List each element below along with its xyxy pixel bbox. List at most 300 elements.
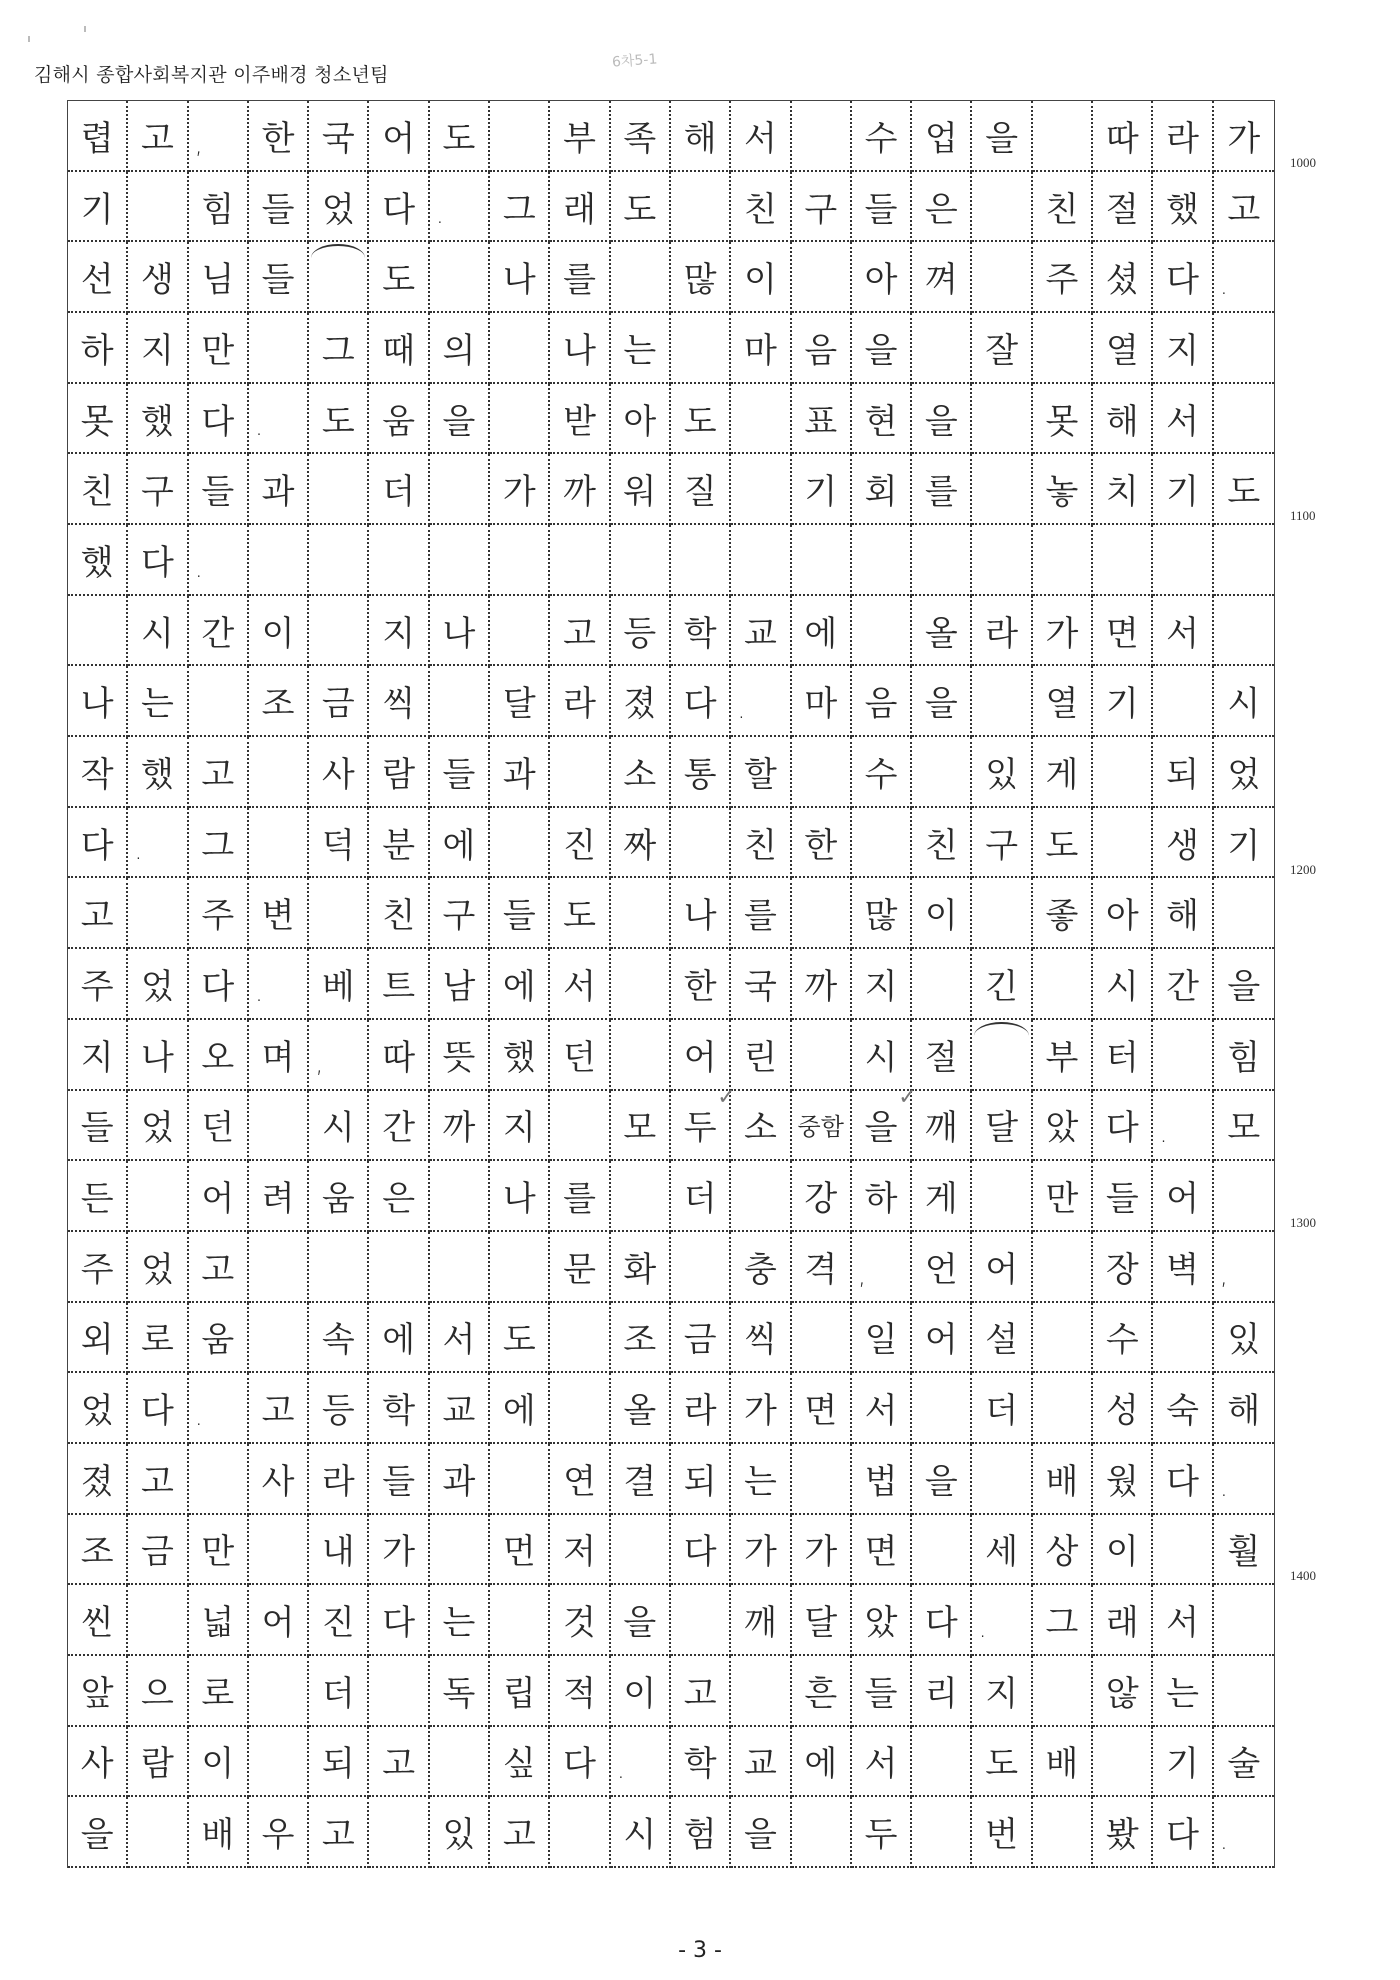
manuscript-cell: 가 — [1033, 596, 1093, 667]
scan-mark — [28, 36, 30, 42]
manuscript-cell: 조 — [68, 1515, 128, 1586]
manuscript-cell — [671, 808, 731, 879]
manuscript-cell: 고 — [189, 1232, 249, 1303]
manuscript-cell: . — [1214, 1797, 1274, 1868]
manuscript-cell: 립 — [490, 1656, 550, 1727]
manuscript-cell: 들 — [852, 1656, 912, 1727]
manuscript-cell: 람 — [128, 1727, 188, 1798]
manuscript-cell — [1153, 1515, 1213, 1586]
manuscript-cell: 로 — [128, 1303, 188, 1374]
manuscript-cell: 들 — [189, 454, 249, 525]
manuscript-cell: 마 — [792, 666, 852, 737]
manuscript-cell — [68, 596, 128, 667]
manuscript-cell — [611, 1161, 671, 1232]
manuscript-cell: 더 — [671, 1161, 731, 1232]
manuscript-cell: 었 — [128, 1232, 188, 1303]
manuscript-cell — [1214, 384, 1274, 455]
manuscript-cell — [430, 1515, 490, 1586]
manuscript-cell: 에 — [430, 808, 490, 879]
manuscript-cell — [550, 1373, 610, 1444]
manuscript-cell: 봤 — [1093, 1797, 1153, 1868]
manuscript-cell — [1033, 1303, 1093, 1374]
manuscript-cell: 이 — [249, 596, 309, 667]
line-count-marker: 1000 — [1290, 155, 1316, 170]
manuscript-cell — [309, 525, 369, 596]
manuscript-cell — [912, 949, 972, 1020]
manuscript-cell: 연 — [550, 1444, 610, 1515]
manuscript-cell: . — [1214, 242, 1274, 313]
manuscript-cell: 과 — [490, 737, 550, 808]
manuscript-cell — [490, 525, 550, 596]
manuscript-cell — [912, 1727, 972, 1798]
manuscript-cell: 도 — [611, 172, 671, 243]
manuscript-cell: 되 — [1153, 737, 1213, 808]
manuscript-sheet — [67, 100, 1275, 1868]
manuscript-cell: 절 — [1093, 172, 1153, 243]
manuscript-cell: 더 — [309, 1656, 369, 1727]
manuscript-cell: . — [189, 1373, 249, 1444]
manuscript-cell: 고 — [68, 878, 128, 949]
manuscript-cell: 으 — [128, 1656, 188, 1727]
manuscript-cell: 분 — [369, 808, 429, 879]
manuscript-cell: . — [972, 1585, 1032, 1656]
manuscript-cell: 던 — [189, 1091, 249, 1162]
manuscript-cell: 지 — [128, 313, 188, 384]
manuscript-cell: 든 — [68, 1161, 128, 1232]
manuscript-cell: 표 — [792, 384, 852, 455]
manuscript-cell: 두 — [852, 1797, 912, 1868]
manuscript-cell — [249, 313, 309, 384]
manuscript-cell: 작 — [68, 737, 128, 808]
check-mark-icon: ✓ — [717, 1084, 736, 1110]
manuscript-cell: 속 — [309, 1303, 369, 1374]
manuscript-cell: 마 — [731, 313, 791, 384]
manuscript-cell: 도 — [430, 101, 490, 172]
manuscript-cell: 고 — [189, 737, 249, 808]
manuscript-cell: 기 — [68, 172, 128, 243]
manuscript-cell — [1093, 737, 1153, 808]
manuscript-cell: 을 — [972, 101, 1032, 172]
manuscript-cell — [128, 1585, 188, 1656]
manuscript-cell — [1093, 1727, 1153, 1798]
manuscript-cell: 만 — [189, 1515, 249, 1586]
manuscript-cell — [912, 1515, 972, 1586]
manuscript-cell — [249, 737, 309, 808]
manuscript-cell — [430, 242, 490, 313]
manuscript-cell: 는 — [128, 666, 188, 737]
manuscript-cell: 했 — [128, 384, 188, 455]
manuscript-cell — [550, 1797, 610, 1868]
manuscript-cell: 해 — [1214, 1373, 1274, 1444]
manuscript-cell: 에 — [490, 949, 550, 1020]
manuscript-cell: 수 — [852, 101, 912, 172]
manuscript-cell — [490, 384, 550, 455]
manuscript-cell: 교 — [731, 596, 791, 667]
manuscript-cell: 씩 — [731, 1303, 791, 1374]
manuscript-cell: 은 — [369, 1161, 429, 1232]
manuscript-cell: 만 — [1033, 1161, 1093, 1232]
manuscript-cell: . — [249, 384, 309, 455]
manuscript-cell: 수 — [852, 737, 912, 808]
manuscript-cell: 는 — [1153, 1656, 1213, 1727]
manuscript-cell: 다 — [1153, 1797, 1213, 1868]
manuscript-cell: 도 — [671, 384, 731, 455]
manuscript-cell — [671, 172, 731, 243]
manuscript-cell: 구 — [972, 808, 1032, 879]
manuscript-cell: 래 — [550, 172, 610, 243]
manuscript-cell: . — [128, 808, 188, 879]
manuscript-cell — [430, 1161, 490, 1232]
manuscript-cell — [1033, 313, 1093, 384]
manuscript-cell: 도 — [550, 878, 610, 949]
manuscript-cell: 어 — [189, 1161, 249, 1232]
manuscript-cell: 도 — [1214, 454, 1274, 525]
manuscript-cell: 다 — [1153, 1444, 1213, 1515]
manuscript-cell: 다 — [671, 666, 731, 737]
manuscript-cell — [430, 1232, 490, 1303]
manuscript-cell — [611, 1020, 671, 1091]
manuscript-cell — [249, 1091, 309, 1162]
manuscript-cell — [309, 1232, 369, 1303]
manuscript-cell: 상 — [1033, 1515, 1093, 1586]
manuscript-cell: 학 — [369, 1373, 429, 1444]
manuscript-cell: 움 — [309, 1161, 369, 1232]
manuscript-cell — [792, 242, 852, 313]
manuscript-cell: 도 — [972, 1727, 1032, 1798]
manuscript-cell: 기 — [1153, 454, 1213, 525]
manuscript-cell: 을 — [852, 313, 912, 384]
manuscript-cell: 화 — [611, 1232, 671, 1303]
manuscript-cell — [972, 172, 1032, 243]
manuscript-cell: 라 — [972, 596, 1032, 667]
manuscript-cell: 변 — [249, 878, 309, 949]
manuscript-cell: 을 — [1214, 949, 1274, 1020]
manuscript-cell: 선 — [68, 242, 128, 313]
manuscript-cell: 가 — [731, 1515, 791, 1586]
manuscript-cell: 해 — [1093, 384, 1153, 455]
manuscript-cell: 고 — [128, 101, 188, 172]
manuscript-cell: 들 — [249, 242, 309, 313]
manuscript-cell: 움 — [369, 384, 429, 455]
manuscript-cell — [912, 1373, 972, 1444]
manuscript-cell: 까 — [550, 454, 610, 525]
manuscript-cell: 친 — [912, 808, 972, 879]
manuscript-cell: 되 — [309, 1727, 369, 1798]
manuscript-cell: , — [1214, 1232, 1274, 1303]
manuscript-cell — [1214, 1161, 1274, 1232]
manuscript-cell: 껴 — [912, 242, 972, 313]
manuscript-cell: 나 — [490, 242, 550, 313]
manuscript-cell: 주 — [68, 949, 128, 1020]
manuscript-cell: 장 — [1093, 1232, 1153, 1303]
manuscript-cell: 구 — [128, 454, 188, 525]
manuscript-cell: 있 — [1214, 1303, 1274, 1374]
manuscript-cell: 었 — [128, 949, 188, 1020]
manuscript-cell: 는 — [611, 313, 671, 384]
line-count-marker: 1100 — [1290, 508, 1316, 523]
manuscript-cell: 고 — [490, 1797, 550, 1868]
manuscript-cell: 외 — [68, 1303, 128, 1374]
manuscript-cell: 서 — [852, 1727, 912, 1798]
manuscript-cell: 올 — [912, 596, 972, 667]
manuscript-cell: 통 — [671, 737, 731, 808]
manuscript-cell: 를 — [912, 454, 972, 525]
manuscript-cell: 친 — [731, 808, 791, 879]
manuscript-cell: 싶 — [490, 1727, 550, 1798]
manuscript-cell: 고 — [309, 1797, 369, 1868]
manuscript-cell: 한 — [671, 949, 731, 1020]
manuscript-cell — [1033, 1797, 1093, 1868]
manuscript-cell: 라 — [671, 1373, 731, 1444]
space-removal-mark — [974, 1022, 1028, 1050]
manuscript-cell — [369, 1232, 429, 1303]
manuscript-cell: 남 — [430, 949, 490, 1020]
manuscript-cell: . — [430, 172, 490, 243]
manuscript-cell: 들 — [369, 1444, 429, 1515]
manuscript-cell: 서 — [1153, 1585, 1213, 1656]
manuscript-cell: 설 — [972, 1303, 1032, 1374]
manuscript-cell: 에 — [792, 596, 852, 667]
manuscript-cell — [1214, 525, 1274, 596]
manuscript-cell: 에 — [490, 1373, 550, 1444]
manuscript-cell — [249, 1232, 309, 1303]
manuscript-cell: 소 ✓ — [731, 1091, 791, 1162]
manuscript-cell: 짜 — [611, 808, 671, 879]
manuscript-cell: . — [611, 1727, 671, 1798]
manuscript-cell: 간 — [189, 596, 249, 667]
manuscript-cell: 않 — [1093, 1656, 1153, 1727]
manuscript-cell: 올 — [611, 1373, 671, 1444]
manuscript-cell: 을 — [611, 1585, 671, 1656]
manuscript-cell — [430, 454, 490, 525]
manuscript-cell — [490, 1585, 550, 1656]
manuscript-cell — [128, 878, 188, 949]
manuscript-cell: 해 — [1153, 878, 1213, 949]
manuscript-cell: 를 — [550, 1161, 610, 1232]
manuscript-cell: 되 — [671, 1444, 731, 1515]
manuscript-cell: 달 — [972, 1091, 1032, 1162]
manuscript-cell: 베 — [309, 949, 369, 1020]
manuscript-cell: 등 — [611, 596, 671, 667]
manuscript-cell: 들 — [249, 172, 309, 243]
manuscript-cell — [189, 666, 249, 737]
manuscript-cell — [1153, 1020, 1213, 1091]
manuscript-cell: 들 — [852, 172, 912, 243]
manuscript-cell: 시 — [1214, 666, 1274, 737]
manuscript-cell — [1214, 596, 1274, 667]
line-count-marker: 1200 — [1290, 862, 1316, 877]
manuscript-cell: 교 — [430, 1373, 490, 1444]
manuscript-cell: . — [731, 666, 791, 737]
manuscript-cell: 했 — [68, 525, 128, 596]
manuscript-cell: 었 — [128, 1091, 188, 1162]
manuscript-cell — [972, 242, 1032, 313]
manuscript-cell: 사 — [249, 1444, 309, 1515]
manuscript-cell: 졌 — [611, 666, 671, 737]
manuscript-cell: . — [189, 525, 249, 596]
manuscript-cell: 숙 — [1153, 1373, 1213, 1444]
manuscript-cell: 따 — [1093, 101, 1153, 172]
manuscript-cell: 들 — [68, 1091, 128, 1162]
manuscript-cell: 웠 — [1093, 1444, 1153, 1515]
manuscript-cell: 오 — [189, 1020, 249, 1091]
manuscript-cell: 서 — [1153, 596, 1213, 667]
manuscript-cell: 음 — [792, 313, 852, 384]
manuscript-cell: 부 — [1033, 1020, 1093, 1091]
manuscript-cell — [490, 808, 550, 879]
manuscript-grid — [68, 101, 1274, 1868]
manuscript-cell — [369, 525, 429, 596]
manuscript-cell: 놓 — [1033, 454, 1093, 525]
manuscript-cell — [1033, 1656, 1093, 1727]
manuscript-cell: . — [249, 949, 309, 1020]
manuscript-cell: 가 — [731, 1373, 791, 1444]
manuscript-cell — [249, 808, 309, 879]
manuscript-cell — [731, 1161, 791, 1232]
manuscript-cell — [1033, 525, 1093, 596]
manuscript-cell: 치 — [1093, 454, 1153, 525]
manuscript-cell: 면 — [852, 1515, 912, 1586]
manuscript-cell — [731, 454, 791, 525]
manuscript-cell: 질 — [671, 454, 731, 525]
manuscript-cell: 게 — [1033, 737, 1093, 808]
manuscript-cell: 뜻 — [430, 1020, 490, 1091]
manuscript-cell — [731, 384, 791, 455]
manuscript-cell: 터 — [1093, 1020, 1153, 1091]
manuscript-cell — [249, 525, 309, 596]
manuscript-cell: 라 — [550, 666, 610, 737]
manuscript-cell — [912, 313, 972, 384]
manuscript-cell: 나 — [128, 1020, 188, 1091]
manuscript-cell: 다 — [1093, 1091, 1153, 1162]
manuscript-cell: 아 — [611, 384, 671, 455]
manuscript-cell: 절 — [912, 1020, 972, 1091]
manuscript-cell: 조 — [611, 1303, 671, 1374]
manuscript-cell: 못 — [68, 384, 128, 455]
manuscript-cell: 조 — [249, 666, 309, 737]
manuscript-cell: . — [1153, 1091, 1213, 1162]
manuscript-cell: 간 — [1153, 949, 1213, 1020]
manuscript-cell — [249, 1727, 309, 1798]
manuscript-cell: 다 — [128, 1373, 188, 1444]
manuscript-cell: 많 — [671, 242, 731, 313]
manuscript-cell — [1033, 949, 1093, 1020]
manuscript-cell — [490, 1232, 550, 1303]
manuscript-cell — [611, 878, 671, 949]
manuscript-cell: 다 — [128, 525, 188, 596]
manuscript-cell: 린 — [731, 1020, 791, 1091]
manuscript-cell: 이 — [1093, 1515, 1153, 1586]
manuscript-cell: 사 — [68, 1727, 128, 1798]
manuscript-cell: 중함 — [792, 1091, 852, 1162]
manuscript-cell: 게 — [912, 1161, 972, 1232]
manuscript-cell: 법 — [852, 1444, 912, 1515]
manuscript-cell — [972, 384, 1032, 455]
manuscript-cell: 있 — [430, 1797, 490, 1868]
manuscript-cell: 사 — [309, 737, 369, 808]
manuscript-cell — [671, 1585, 731, 1656]
manuscript-cell: 했 — [490, 1020, 550, 1091]
manuscript-cell: 고 — [249, 1373, 309, 1444]
manuscript-cell: 힘 — [189, 172, 249, 243]
manuscript-cell: 깨 — [731, 1585, 791, 1656]
manuscript-cell — [430, 1727, 490, 1798]
manuscript-cell: 을 — [912, 384, 972, 455]
manuscript-cell: 들 — [1093, 1161, 1153, 1232]
manuscript-cell: 술 — [1214, 1727, 1274, 1798]
manuscript-cell: 아 — [852, 242, 912, 313]
manuscript-cell: 학 — [671, 596, 731, 667]
manuscript-cell: 한 — [792, 808, 852, 879]
manuscript-cell: 지 — [1153, 313, 1213, 384]
manuscript-cell — [550, 1091, 610, 1162]
manuscript-cell: 우 — [249, 1797, 309, 1868]
manuscript-cell — [611, 1515, 671, 1586]
manuscript-cell: 덕 — [309, 808, 369, 879]
manuscript-cell: 셨 — [1093, 242, 1153, 313]
manuscript-cell: 부 — [550, 101, 610, 172]
manuscript-cell: 었 — [309, 172, 369, 243]
manuscript-cell: 간 — [369, 1091, 429, 1162]
manuscript-cell: 두 — [671, 1091, 731, 1162]
manuscript-cell: 열 — [1093, 313, 1153, 384]
manuscript-cell: 더 — [972, 1373, 1032, 1444]
manuscript-cell: 세 — [972, 1515, 1032, 1586]
manuscript-cell: 어 — [369, 101, 429, 172]
manuscript-cell: 시 — [852, 1020, 912, 1091]
manuscript-cell: 다 — [912, 1585, 972, 1656]
manuscript-cell: 을 — [852, 1091, 912, 1162]
manuscript-cell: 벽 — [1153, 1232, 1213, 1303]
manuscript-cell: 람 — [369, 737, 429, 808]
manuscript-cell: 못 — [1033, 384, 1093, 455]
manuscript-cell: 소 — [611, 737, 671, 808]
manuscript-cell — [128, 1797, 188, 1868]
manuscript-cell: 배 — [1033, 1444, 1093, 1515]
manuscript-cell: 했 — [128, 737, 188, 808]
manuscript-cell: 일 — [852, 1303, 912, 1374]
manuscript-cell: 등 — [309, 1373, 369, 1444]
manuscript-cell: 현 — [852, 384, 912, 455]
manuscript-cell: 지 — [68, 1020, 128, 1091]
manuscript-cell: 저 — [550, 1515, 610, 1586]
manuscript-cell: 배 — [1033, 1727, 1093, 1798]
manuscript-cell: 를 — [731, 878, 791, 949]
manuscript-cell: 어 — [249, 1585, 309, 1656]
manuscript-cell: 는 — [731, 1444, 791, 1515]
manuscript-cell — [1214, 1585, 1274, 1656]
manuscript-cell: 씬 — [68, 1585, 128, 1656]
manuscript-cell: 구 — [792, 172, 852, 243]
manuscript-cell: 었 — [1214, 737, 1274, 808]
manuscript-cell — [1033, 101, 1093, 172]
manuscript-cell: 있 — [972, 737, 1032, 808]
manuscript-cell: 언 — [912, 1232, 972, 1303]
manuscript-cell: 친 — [1033, 172, 1093, 243]
manuscript-cell — [128, 172, 188, 243]
manuscript-cell: 독 — [430, 1656, 490, 1727]
manuscript-cell: 했 — [1153, 172, 1213, 243]
manuscript-cell — [792, 101, 852, 172]
manuscript-cell: 래 — [1093, 1585, 1153, 1656]
manuscript-cell: 의 — [430, 313, 490, 384]
manuscript-cell: 모 — [611, 1091, 671, 1162]
manuscript-cell: 친 — [369, 878, 429, 949]
manuscript-cell — [249, 1303, 309, 1374]
manuscript-cell: 금 — [671, 1303, 731, 1374]
manuscript-cell: 기 — [792, 454, 852, 525]
manuscript-cell: 지 — [490, 1091, 550, 1162]
